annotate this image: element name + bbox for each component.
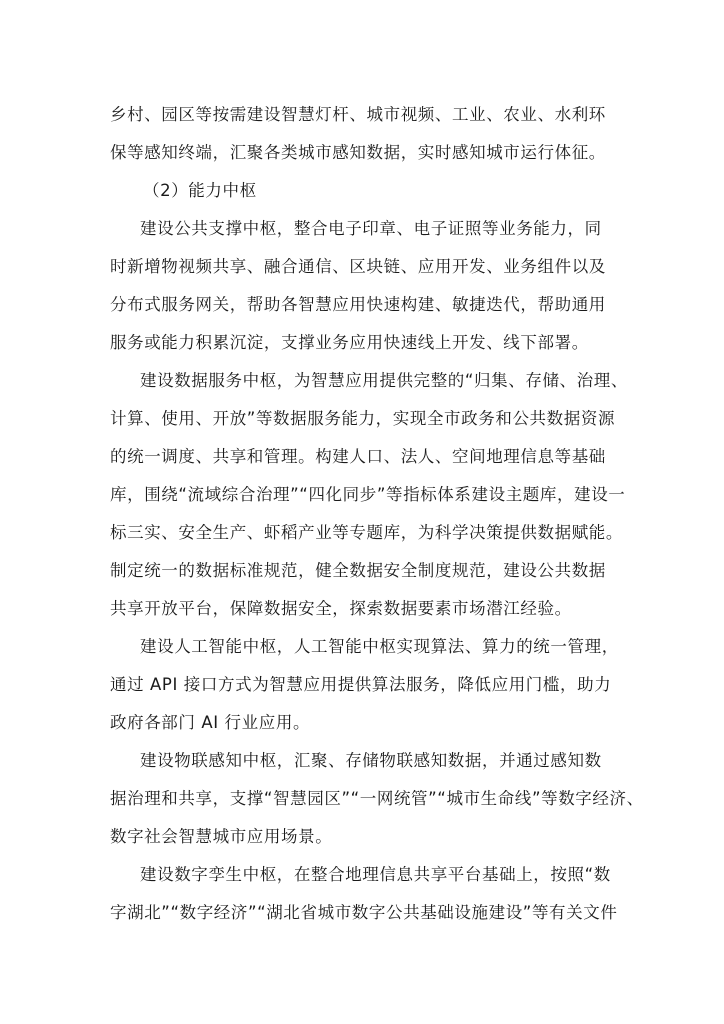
paragraph-line: 数字社会智慧城市应用场景。: [110, 827, 333, 846]
paragraph-line: 服务或能力积累沉淀，支撑业务应用快速线上开发、线下部署。: [110, 333, 589, 352]
paragraph-line: 计算、使用、开放”等数据服务能力，实现全市政务和公共数据资源: [110, 409, 616, 428]
paragraph-line: 建设数据服务中枢，为智慧应用提供完整的“归集、存储、治理、: [140, 371, 628, 390]
paragraph-line: 时新增物视频共享、融合通信、区块链、应用开发、业务组件以及: [110, 257, 606, 276]
paragraph-line: 制定统一的数据标准规范，健全数据安全制度规范，建设公共数据: [110, 561, 606, 580]
paragraph-line: 建设数字孪生中枢，在整合地理信息共享平台基础上，按照“数: [140, 865, 611, 884]
paragraph-line: 政府各部门 AI 行业应用。: [110, 713, 311, 732]
paragraph-line: 乡村、园区等按需建设智慧灯杆、城市视频、工业、农业、水利环: [110, 105, 606, 124]
paragraph-line: 分布式服务网关，帮助各智慧应用快速构建、敏捷迭代，帮助通用: [110, 295, 606, 314]
paragraph-line: 共享开放平台，保障数据安全，探索数据要素市场潜江经验。: [110, 599, 572, 618]
paragraph-line: 字湖北”“数字经济”“湖北省城市数字公共基础设施建设”等有关文件: [110, 903, 618, 922]
paragraph-line: 的统一调度、共享和管理。构建人口、法人、空间地理信息等基础: [110, 447, 606, 466]
paragraph-line: 建设公共支撑中枢，整合电子印章、电子证照等业务能力，同: [140, 219, 602, 238]
paragraph-line: 保等感知终端，汇聚各类城市感知数据，实时感知城市运行体征。: [110, 143, 606, 162]
paragraph-line: 标三实、安全生产、虾稻产业等专题库，为科学决策提供数据赋能。: [110, 523, 623, 542]
section-heading: （2）能力中枢: [143, 181, 257, 200]
paragraph-line: 库，围绕“流域综合治理”“四化同步”等指标体系建设主题库，建设一: [110, 485, 626, 504]
paragraph-line: 建设人工智能中枢，人工智能中枢实现算法、算力的统一管理，: [140, 637, 619, 656]
paragraph-line: 建设物联感知中枢，汇聚、存储物联感知数据，并通过感知数: [140, 751, 602, 770]
paragraph-line: 通过 API 接口方式为智慧应用提供算法服务，降低应用门槛，助力: [110, 675, 612, 694]
paragraph-line: 据治理和共享，支撑“智慧园区”“一网统管”“城市生命线”等数字经济、: [110, 789, 644, 808]
